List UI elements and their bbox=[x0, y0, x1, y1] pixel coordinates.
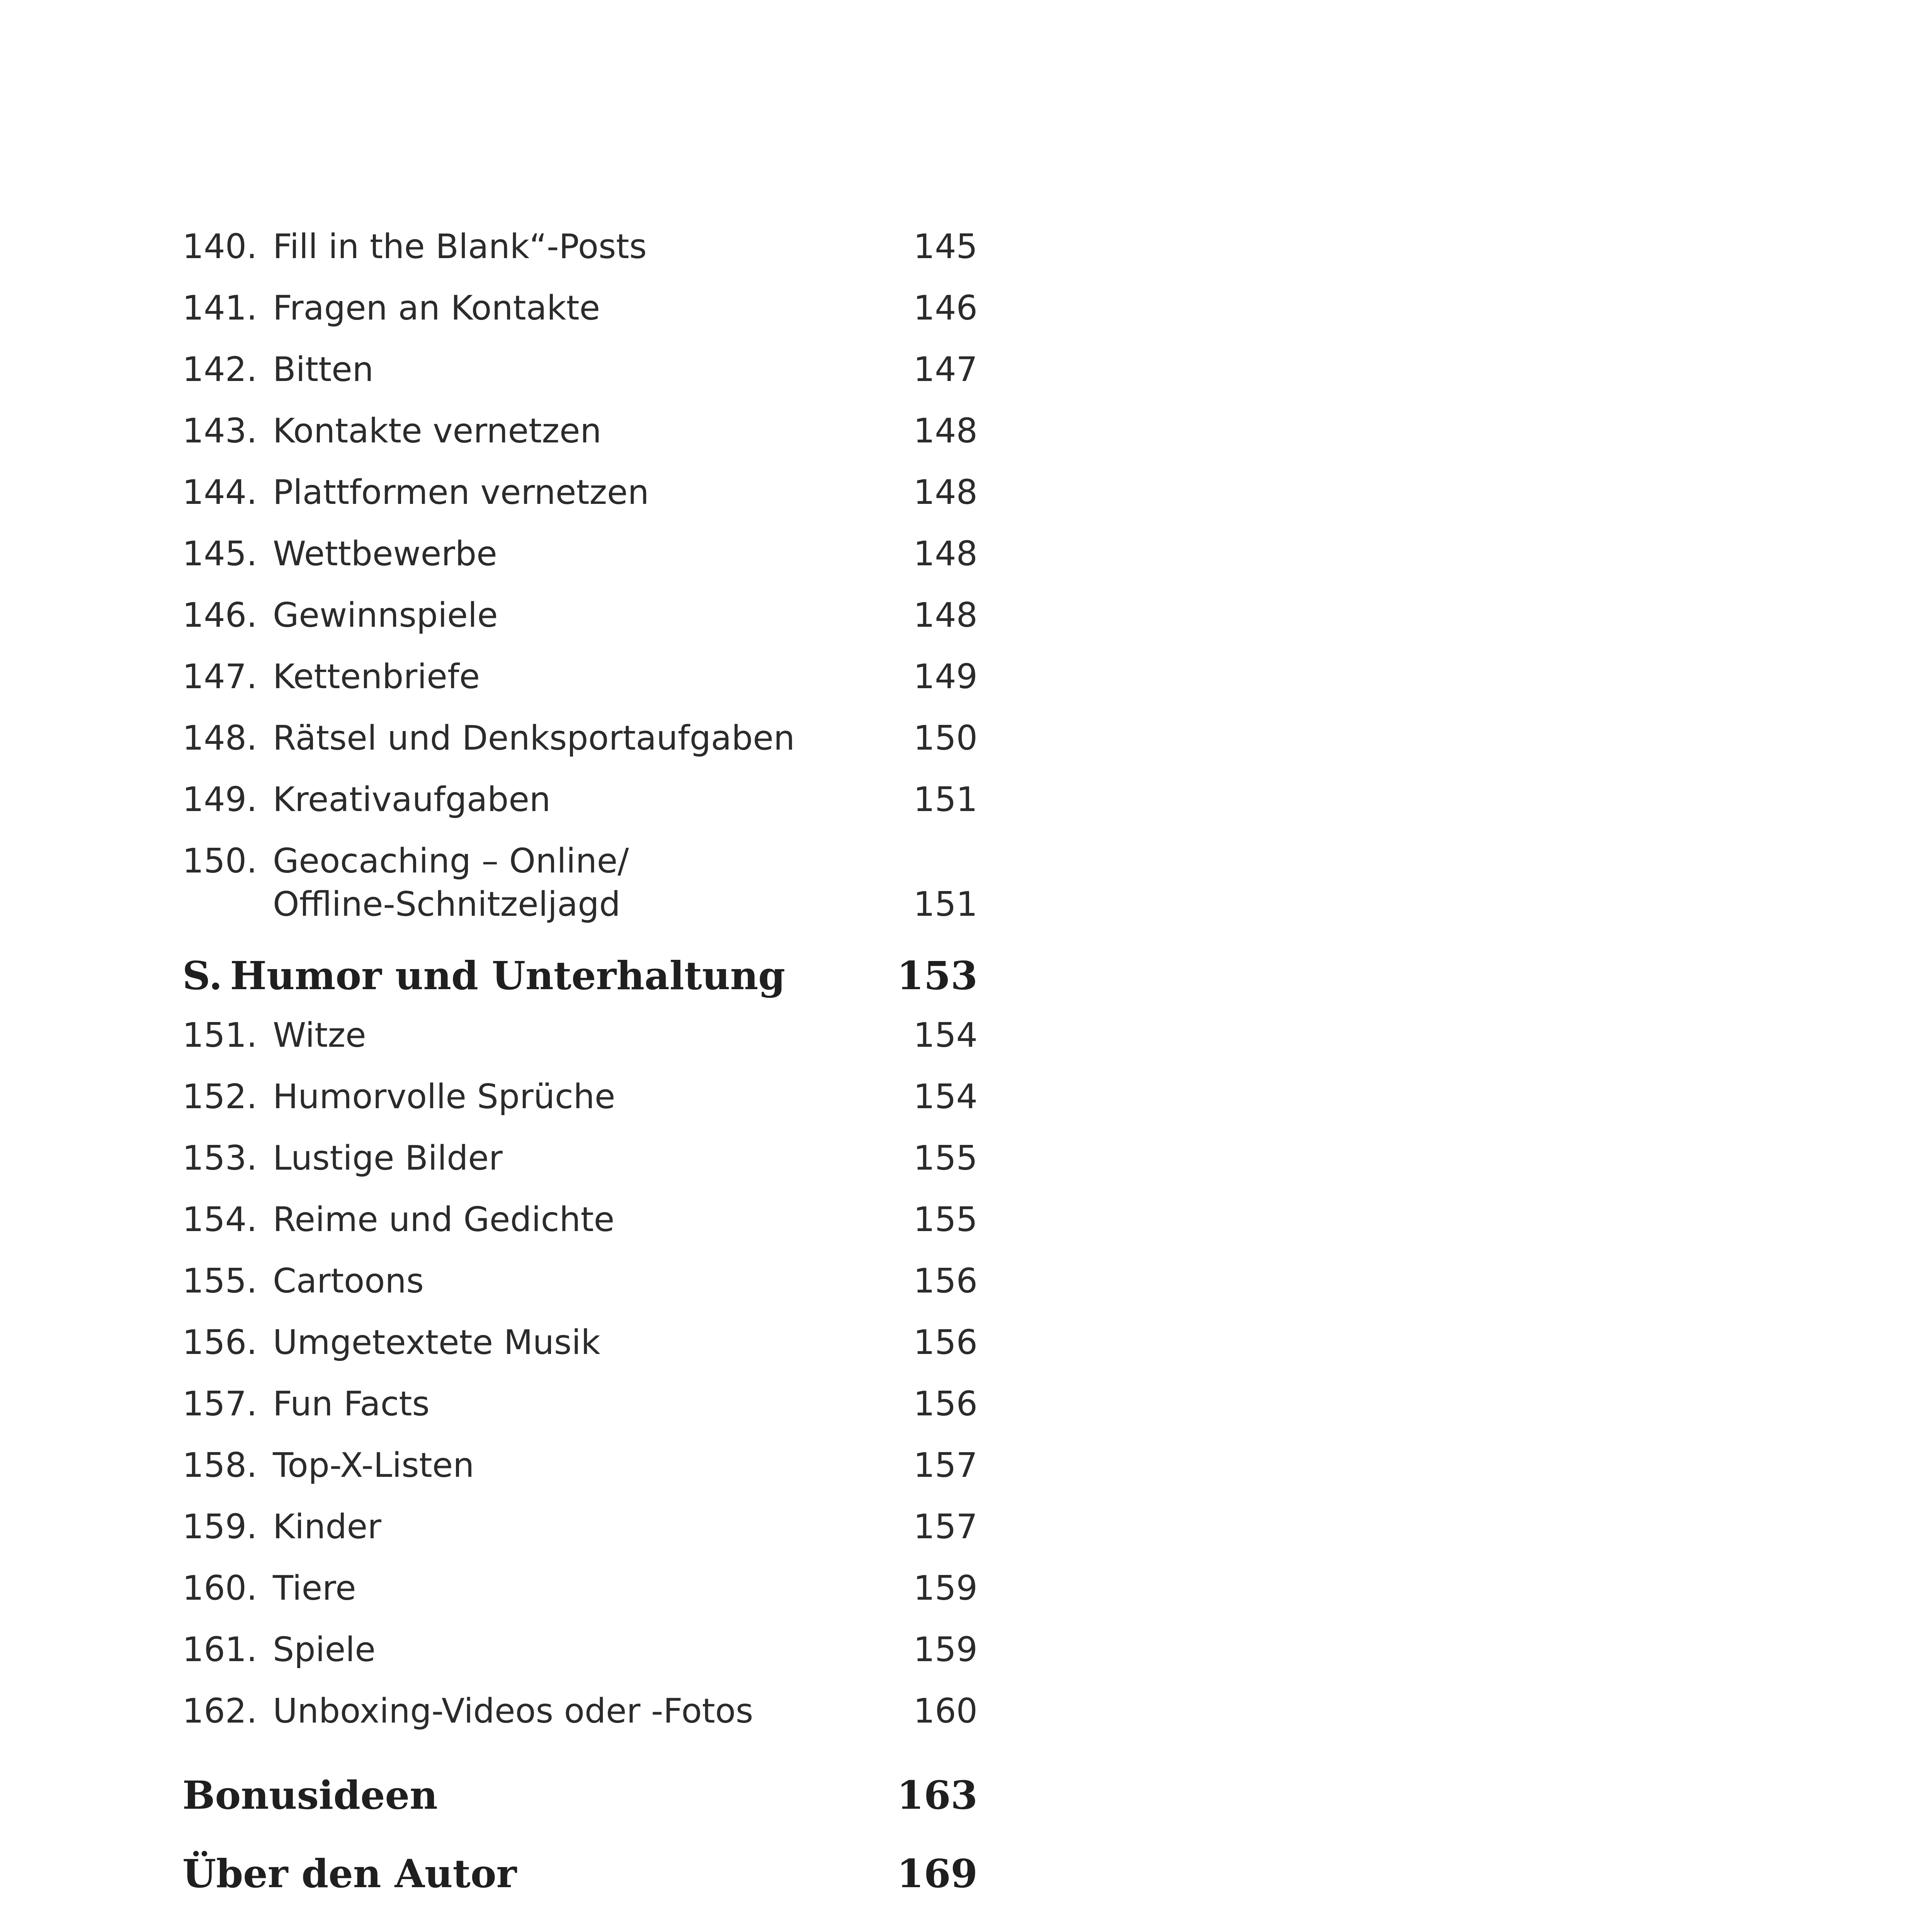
section-heading-bonus[interactable] bbox=[182, 1772, 978, 1818]
toc-entry-155[interactable] bbox=[182, 1259, 978, 1303]
section-page: 163 bbox=[897, 1772, 978, 1818]
entry-title: Kinder bbox=[273, 1507, 381, 1546]
entry-page: 160 bbox=[913, 1691, 978, 1731]
entry-number: 151. bbox=[182, 1015, 257, 1055]
entry-title: Fill in the Blank“-Posts bbox=[273, 227, 647, 266]
toc-entry-153[interactable] bbox=[182, 1136, 978, 1180]
entry-number: 148. bbox=[182, 718, 257, 758]
entry-number: 147. bbox=[182, 657, 257, 696]
toc-entry-160[interactable] bbox=[182, 1566, 978, 1610]
entry-page: 146 bbox=[913, 288, 978, 328]
entry-page: 159 bbox=[913, 1568, 978, 1608]
entry-number: 141. bbox=[182, 288, 257, 328]
toc-entry-141[interactable] bbox=[182, 286, 978, 330]
entry-number: 154. bbox=[182, 1200, 257, 1239]
toc-entry-152[interactable] bbox=[182, 1075, 978, 1118]
entry-number: 143. bbox=[182, 411, 257, 451]
entry-title-line-2: Offline-Schnitzeljagd bbox=[273, 884, 621, 924]
toc-entry-157[interactable] bbox=[182, 1382, 978, 1425]
entry-number: 161. bbox=[182, 1630, 257, 1669]
entry-title: Spiele bbox=[273, 1630, 376, 1669]
entry-title: Cartoons bbox=[273, 1261, 424, 1301]
toc-entry-158[interactable] bbox=[182, 1444, 978, 1487]
entry-title: Top-X-Listen bbox=[273, 1446, 474, 1485]
entry-number: 142. bbox=[182, 350, 257, 389]
section-heading-author[interactable] bbox=[182, 1850, 978, 1897]
entry-title: Kreativaufgaben bbox=[273, 780, 551, 819]
entry-page: 150 bbox=[913, 718, 978, 758]
entry-number: 156. bbox=[182, 1323, 257, 1362]
entry-number: 160. bbox=[182, 1568, 257, 1608]
toc-entry-162[interactable] bbox=[182, 1689, 978, 1733]
entry-title: Humorvolle Sprüche bbox=[273, 1077, 616, 1116]
toc-entry-144[interactable] bbox=[182, 471, 978, 514]
entry-title: Bitten bbox=[273, 350, 374, 389]
entry-title: Tiere bbox=[273, 1568, 356, 1608]
entry-title-line-1: Geocaching – Online/ bbox=[273, 841, 629, 881]
toc-entry-151[interactable] bbox=[182, 1014, 978, 1057]
toc-entry-150[interactable] bbox=[182, 839, 978, 926]
entry-title: Umgetextete Musik bbox=[273, 1323, 600, 1362]
entry-page: 157 bbox=[913, 1507, 978, 1546]
entry-number: 159. bbox=[182, 1507, 257, 1546]
entry-title: Gewinnspiele bbox=[273, 595, 498, 635]
section-page: 169 bbox=[897, 1851, 978, 1896]
section-page: 153 bbox=[897, 953, 978, 998]
toc-entry-154[interactable] bbox=[182, 1198, 978, 1241]
entry-page: 154 bbox=[913, 1015, 978, 1055]
toc-entry-143[interactable] bbox=[182, 409, 978, 452]
entry-number: 145. bbox=[182, 534, 257, 573]
toc-entry-147[interactable] bbox=[182, 655, 978, 698]
entry-page: 147 bbox=[913, 350, 978, 389]
entry-number: 149. bbox=[182, 780, 257, 819]
toc-entry-148[interactable] bbox=[182, 716, 978, 760]
entry-page: 148 bbox=[913, 534, 978, 573]
entry-page: 156 bbox=[913, 1261, 978, 1301]
entry-title: Rätsel und Denksportaufgaben bbox=[273, 718, 795, 758]
entry-page: 148 bbox=[913, 595, 978, 635]
entry-page: 151 bbox=[913, 780, 978, 819]
toc-entry-145[interactable] bbox=[182, 532, 978, 575]
entry-title: Fragen an Kontakte bbox=[273, 288, 600, 328]
section-heading-s[interactable] bbox=[182, 952, 978, 999]
entry-title bbox=[273, 839, 629, 926]
section-title: S. Humor und Unterhaltung bbox=[182, 953, 786, 998]
entry-page: 149 bbox=[913, 657, 978, 696]
section-title: Bonusideen bbox=[182, 1772, 438, 1818]
entry-number: 158. bbox=[182, 1446, 257, 1485]
entry-page: 148 bbox=[913, 411, 978, 451]
entry-number: 140. bbox=[182, 227, 257, 266]
entry-title: Unboxing-Videos oder -Fotos bbox=[273, 1691, 753, 1731]
toc-entry-140[interactable] bbox=[182, 225, 978, 268]
toc-entry-161[interactable] bbox=[182, 1628, 978, 1671]
entry-page: 145 bbox=[913, 227, 978, 266]
entry-page: 155 bbox=[913, 1138, 978, 1178]
entry-page: 151 bbox=[913, 884, 978, 924]
entry-number: 150. bbox=[182, 841, 257, 881]
section-title: Über den Autor bbox=[182, 1851, 517, 1896]
entry-number: 152. bbox=[182, 1077, 257, 1116]
entry-number: 153. bbox=[182, 1138, 257, 1178]
entry-title: Plattformen vernetzen bbox=[273, 473, 649, 512]
entry-page: 156 bbox=[913, 1384, 978, 1423]
entry-title: Fun Facts bbox=[273, 1384, 430, 1423]
entry-page: 155 bbox=[913, 1200, 978, 1239]
entry-number: 157. bbox=[182, 1384, 257, 1423]
entry-title: Reime und Gedichte bbox=[273, 1200, 615, 1239]
entry-number: 144. bbox=[182, 473, 257, 512]
entry-page: 156 bbox=[913, 1323, 978, 1362]
toc-entry-146[interactable] bbox=[182, 594, 978, 637]
entry-title: Wettbewerbe bbox=[273, 534, 497, 573]
entry-title: Witze bbox=[273, 1015, 366, 1055]
toc-entry-142[interactable] bbox=[182, 348, 978, 391]
entry-title: Kettenbriefe bbox=[273, 657, 480, 696]
entry-page: 157 bbox=[913, 1446, 978, 1485]
toc-entry-149[interactable] bbox=[182, 778, 978, 821]
entry-title: Kontakte vernetzen bbox=[273, 411, 602, 451]
entry-number: 162. bbox=[182, 1691, 257, 1731]
entry-number: 155. bbox=[182, 1261, 257, 1301]
entry-title: Lustige Bilder bbox=[273, 1138, 503, 1178]
toc-entry-156[interactable] bbox=[182, 1321, 978, 1364]
toc-entry-159[interactable] bbox=[182, 1505, 978, 1548]
entry-page: 154 bbox=[913, 1077, 978, 1116]
entry-page: 159 bbox=[913, 1630, 978, 1669]
entry-page: 148 bbox=[913, 473, 978, 512]
entry-number: 146. bbox=[182, 595, 257, 635]
